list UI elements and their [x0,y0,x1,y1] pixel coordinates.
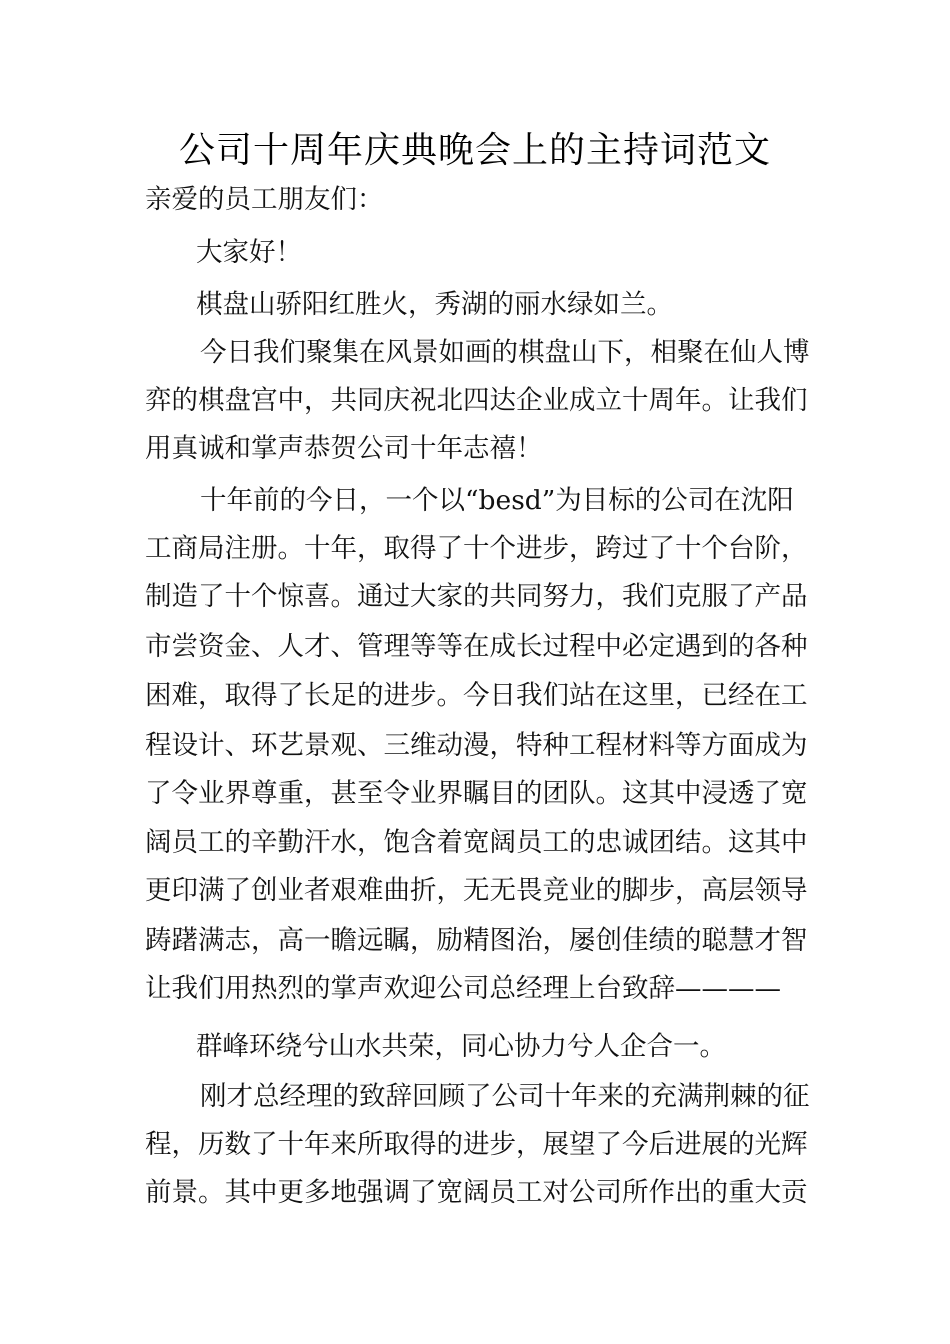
salutation-line: 亲爱的员工朋友们： [145,184,384,215]
greeting-line: 大家好！ [196,237,302,268]
paragraph-2-line: 让我们用热烈的掌声欢迎公司总经理上台致辞———— [145,973,781,1004]
paragraph-2-line: 工商局注册。十年，取得了十个进步，跨过了十个台阶， [145,533,808,564]
paragraph-2-line: 市尝资金、人才、管理等等在成长过程中必定遇到的各种 [145,631,808,662]
paragraph-2-line: 更印满了创业者艰难曲折，无无畏竞业的脚步，高层领导 [145,875,808,906]
couplet-line-1: 棋盘山骄阳红胜火，秀湖的丽水绿如兰。 [196,289,673,320]
paragraph-3-line: 程，历数了十年来所取得的进步，展望了今后进展的光辉 [145,1129,808,1160]
couplet-line-2: 群峰环绕兮山水共荣，同心协力兮人企合一。 [196,1031,726,1062]
paragraph-2-line: 了令业界尊重，甚至令业界瞩目的团队。这其中浸透了宽 [145,778,808,809]
paragraph-2-line: 阔员工的辛勤汗水，饱含着宽阔员工的忠诚团结。这其中 [145,827,808,858]
paragraph-3-line: 刚才总经理的致辞回顾了公司十年来的充满荆棘的征 [200,1081,810,1112]
paragraph-1-line: 今日我们聚集在风景如画的棋盘山下，相聚在仙人博 [200,337,810,368]
paragraph-2-line: 踌躇满志，高一瞻远瞩，励精图治，屡创佳绩的聪慧才智 [145,925,808,956]
paragraph-2-line: 制造了十个惊喜。通过大家的共同努力，我们克服了产品 [145,581,808,612]
paragraph-1-line: 弈的棋盘宫中，共同庆祝北四达企业成立十周年。让我们 [145,385,808,416]
document-title: 公司十周年庆典晚会上的主持词范文 [178,130,771,171]
paragraph-2-line: 困难，取得了长足的进步。今日我们站在这里，已经在工 [145,680,808,711]
paragraph-2-line: 程设计、环艺景观、三维动漫，特种工程材料等方面成为 [145,730,808,761]
paragraph-1-line: 用真诚和掌声恭贺公司十年志禧！ [145,433,543,464]
paragraph-3-line: 前景。其中更多地强调了宽阔员工对公司所作出的重大贡 [145,1177,808,1208]
paragraph-2-line: 十年前的今日，一个以“besd”为目标的公司在沈阳 [200,485,794,516]
